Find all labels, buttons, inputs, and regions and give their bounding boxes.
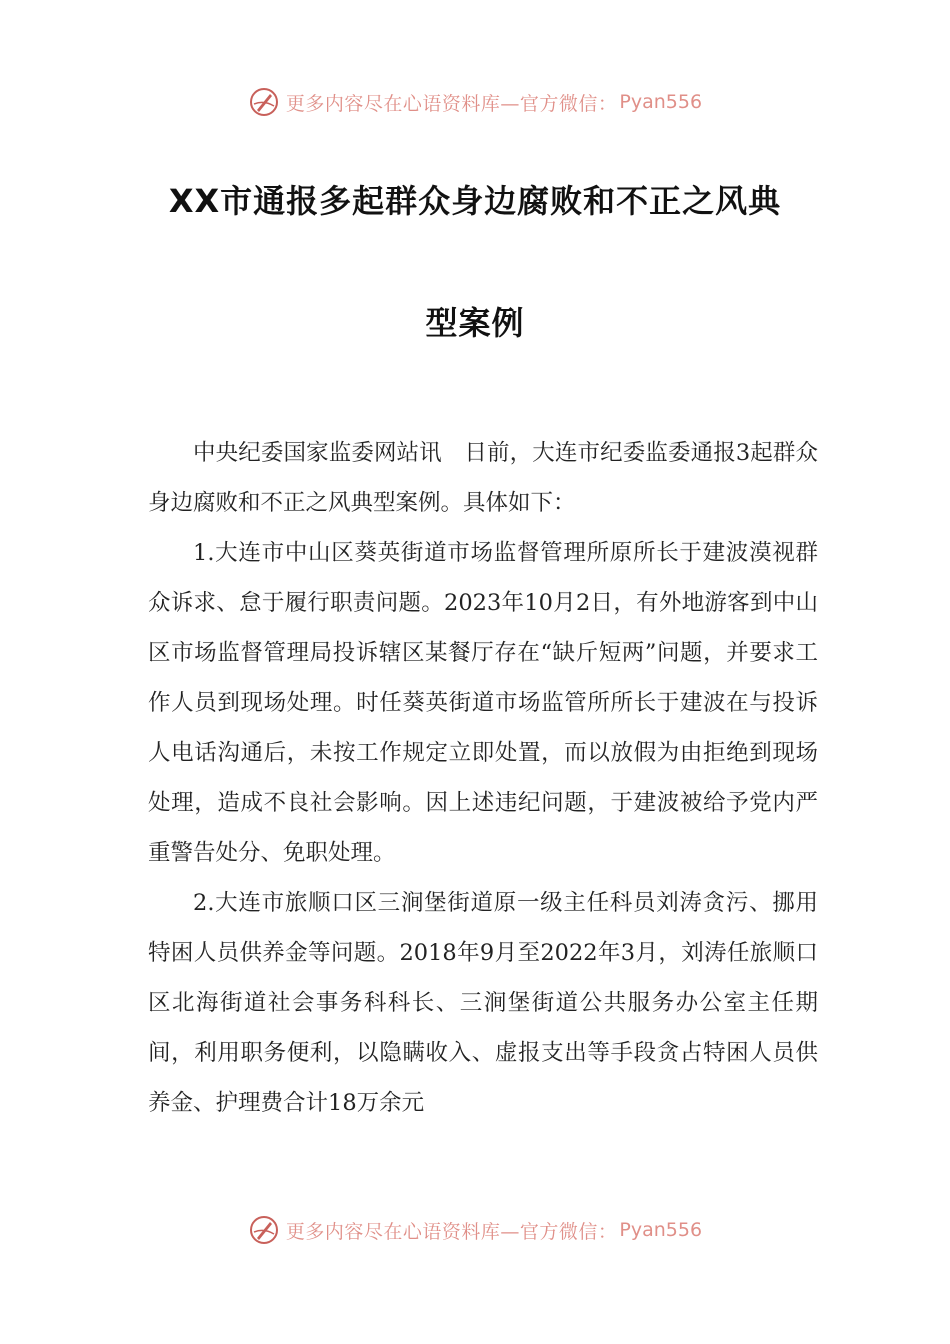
banner-text: 更多内容尽在心语资料库—官方微信：	[285, 92, 618, 115]
page-title-line-2: 型案例	[425, 304, 525, 342]
banner-wechat-id: Pyan556	[619, 1219, 703, 1241]
footer-watermark-banner	[0, 1210, 950, 1250]
paragraph-case-2: 2.大连市旅顺口区三涧堡街道原一级主任科员刘涛贪污、挪用特困人员供养金等问题。2018年9月至2022年3月，刘涛任旅顺口区北海街道社会事务科科长、三涧堡街道公共服务办公室主任期间，利用职务便利，以隐瞒收入、虚报支出等手段贪占特困人员供养金、护理费合计18万余元	[148, 890, 818, 1116]
paragraph-case-1: 1.大连市中山区葵英街道市场监督管理所原所长于建波漠视群众诉求、怠于履行职责问题。2023年10月2日，有外地游客到中山区市场监督管理局投诉辖区某餐厅存在“缺斤短两”问题，并要求工作人员到现场处理。时任葵英街道市场监管所所长于建波在与投诉人电话沟通后，未按工作规定立即处置，而以放假为由拒绝到现场处理，造成不良社会影响。因上述违纪问题，于建波被给予党内严重警告处分、免职处理。	[148, 540, 818, 866]
page-title-line-1: XX市通报多起群众身边腐败和不正之风典	[168, 182, 782, 220]
quill-logo-icon	[248, 1214, 280, 1246]
header-watermark-banner	[0, 82, 950, 122]
article-body	[148, 428, 818, 1128]
paragraph-intro: 中央纪委国家监委网站讯 日前，大连市纪委监委通报3起群众身边腐败和不正之风典型案例。具体如下：	[148, 440, 818, 516]
banner-text: 更多内容尽在心语资料库—官方微信：	[285, 1220, 618, 1243]
quill-logo-icon	[248, 86, 280, 118]
banner-wechat-id: Pyan556	[619, 91, 703, 113]
